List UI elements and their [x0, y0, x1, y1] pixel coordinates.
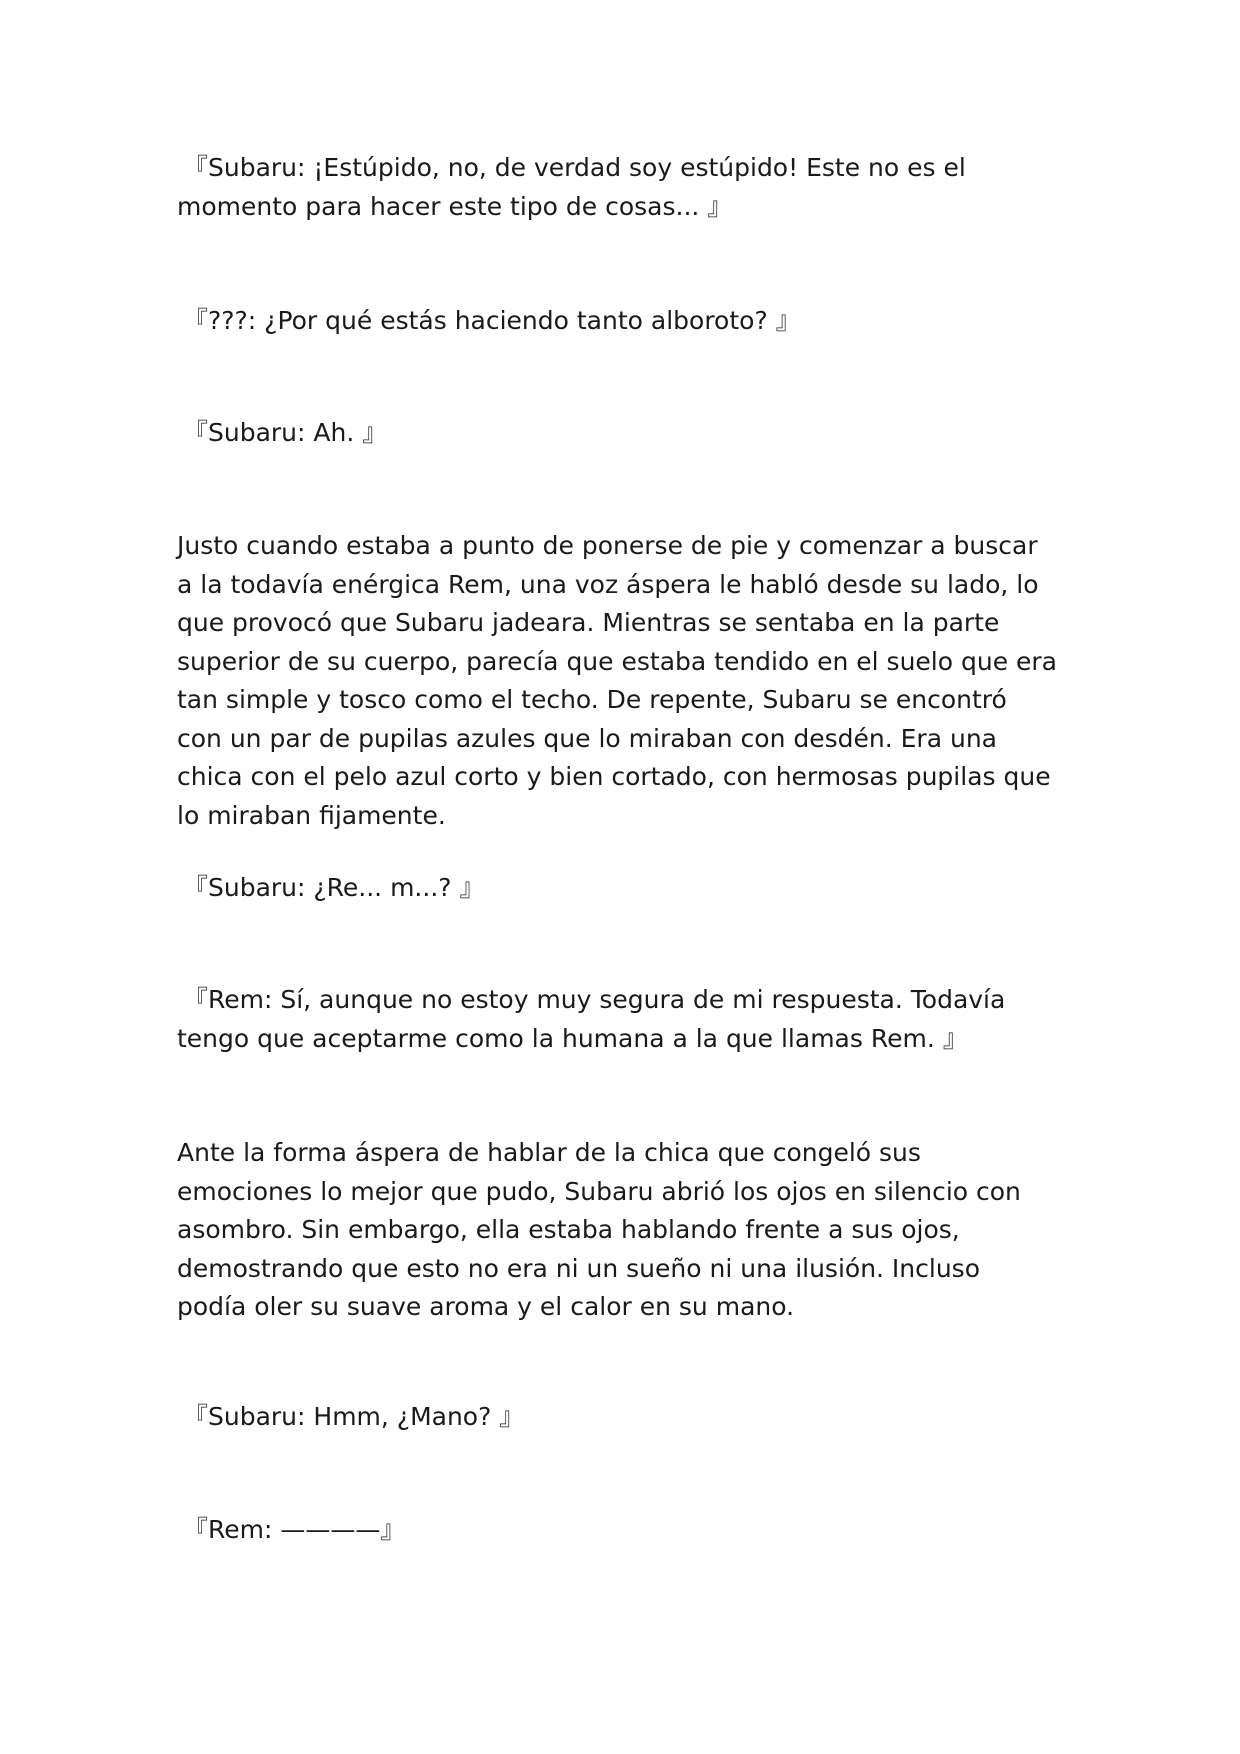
dialogue-subaru-ah: 『Subaru: Ah. 』	[183, 418, 388, 447]
dialogue-subaru-rem: 『Subaru: ¿Re... m...? 』	[183, 873, 485, 902]
dialogue-subaru-estupido: 『Subaru: ¡Estúpido, no, de verdad soy estúpido! Este no es el momento para hacer este tipo de cosas... 』	[177, 153, 966, 221]
narration-paragraph-1: Justo cuando estaba a punto de ponerse de pie y comenzar a buscar a la todavía enérgica Rem, una voz áspera le habló desde su lado, lo que provocó que Subaru jadeara. Mientras se sentaba en la parte superior de su cuerpo, parecía que estaba tendido en el suelo que era tan simple y tosco como el techo. De repente, Subaru se encontró con un par de pupilas azules que lo miraban con desdén. Era una chica con el pelo azul corto y bien cortado, con hermosas pupilas que lo miraban fijamente.	[177, 531, 1058, 830]
dialogue-rem-silence: 『Rem: ————』	[183, 1515, 406, 1544]
dialogue-subaru-mano: 『Subaru: Hmm, ¿Mano? 』	[183, 1402, 525, 1431]
dialogue-unknown-alboroto: 『???: ¿Por qué estás haciendo tanto alboroto? 』	[183, 306, 801, 335]
narration-paragraph-2: Ante la forma áspera de hablar de la chica que congeló sus emociones lo mejor que pudo, Subaru abrió los ojos en silencio con asombro. Sin embargo, ella estaba hablando frente a sus ojos, demostrando que esto no era ni un sueño ni una ilusión. Incluso podía oler su suave aroma y el calor en su mano.	[177, 1138, 1021, 1321]
dialogue-rem-respuesta: 『Rem: Sí, aunque no estoy muy segura de mi respuesta. Todavía tengo que aceptarme como la humana a la que llamas Rem. 』	[177, 985, 1006, 1053]
